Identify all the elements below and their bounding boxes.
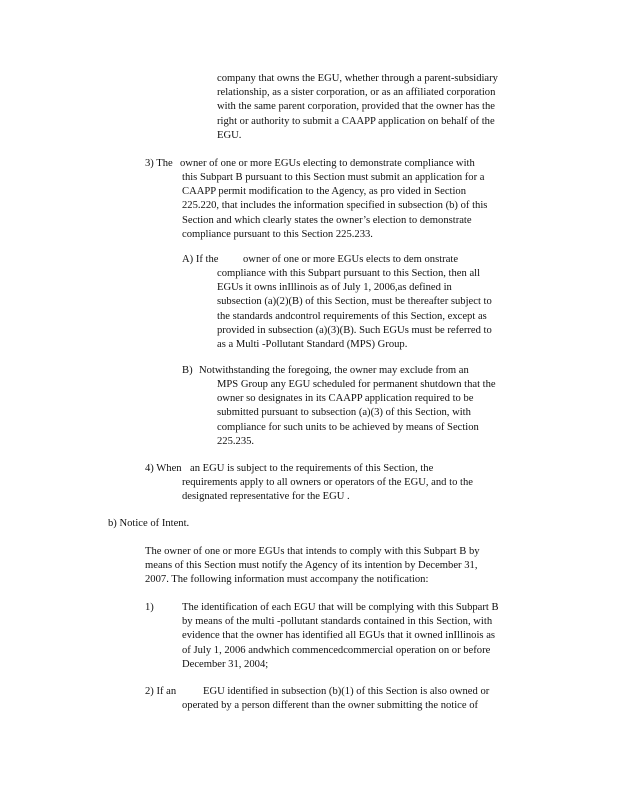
text-line: the standards andcontrol requirements of this Section, except as (217, 310, 487, 322)
continuation-paragraph (217, 72, 537, 143)
section-b-heading: b) Notice of Intent. (108, 518, 190, 529)
text-line: The owner of one or more EGUs that intends to comply with this Subpart B by (145, 546, 480, 557)
text-line: EGUs it owns inIllinois as of July 1, 2006,as defined in (217, 282, 452, 294)
text-line: submitted pursuant to subsection (a)(3) of this Section, with (217, 407, 471, 419)
text-line: provided in subsection (a)(3)(B). Such EGUs must be referred to (217, 324, 492, 336)
text-line: compliance with this Subpart pursuant to this Section, then all (217, 268, 481, 279)
text-line: compliance pursuant to this Section 225.233. (182, 228, 373, 240)
text-line: by means of the multi -pollutant standards contained in this Section, with (182, 616, 493, 628)
text-line: 225.235. (217, 435, 255, 447)
text-line: MPS Group any EGU scheduled for permanent shutdown that the (217, 379, 496, 390)
text-line: subsection (a)(2)(B) of this Section, must be thereafter subject to (217, 296, 492, 308)
notice-paragraph (145, 545, 540, 588)
text-line: Section and which clearly states the owner’s election to demonstrate (182, 214, 472, 226)
text-line: relationship, as a sister corporation, or as an affiliated corporation (217, 87, 496, 99)
text-line: owner so designates in its CAAPP application required to be (217, 393, 474, 405)
text-line: requirements apply to all owners or operators of the EGU, and to the (182, 477, 473, 488)
text-line: an EGU is subject to the requirements of this Section, the (190, 463, 434, 474)
text-line: this Subpart B pursuant to this Section must submit an application for a (182, 172, 485, 183)
text-line: with the same parent corporation, provided that the owner has the (217, 101, 495, 113)
text-line: means of this Section must notify the Agency of its intention by December 31, (145, 560, 478, 572)
text-line: The identification of each EGU that will be complying with this Subpart B (182, 602, 499, 613)
text-line: of July 1, 2006 andwhich commencedcommercial operation on or before (182, 644, 491, 656)
text-line: December 31, 2004; (182, 658, 269, 670)
item-A-label: A) If the (182, 254, 219, 265)
item-4-label: 4) When (145, 463, 182, 474)
text-line: 225.220, that includes the information specified in subsection (b) of this (182, 200, 488, 212)
text-line: CAAPP permit modification to the Agency, as pro vided in Section (182, 186, 467, 198)
text-line: evidence that the owner has identified all EGUs that it owned inIllinois as (182, 630, 496, 642)
text-line: compliance for such units to be achieved by means of Section (217, 421, 479, 433)
text-line: operated by a person different than the owner submitting the notice of (182, 700, 479, 711)
text-line: right or authority to submit a CAAPP application on behalf of the (217, 115, 495, 127)
text-line: Notwithstanding the foregoing, the owner may exclude from an (199, 365, 469, 376)
item-B-label: B) (182, 365, 193, 376)
text-line: EGU. (217, 129, 242, 141)
text-line: owner of one or more EGUs electing to demonstrate compliance with (180, 158, 475, 169)
item-b1-label: 1) (145, 602, 154, 613)
text-line: as a Multi -Pollutant Standard (MPS) Group. (217, 339, 408, 351)
text-line: company that owns the EGU, whether through a parent-subsidiary (217, 73, 498, 84)
item-b2-label: 2) If an (145, 686, 177, 697)
text-line: owner of one or more EGUs elects to dem onstrate (243, 254, 459, 265)
text-line: 2007. The following information must accompany the notification: (145, 574, 429, 586)
text-line: designated representative for the EGU . (182, 491, 350, 503)
item-3-label: 3) The (145, 158, 173, 169)
text-line: EGU identified in subsection (b)(1) of this Section is also owned or (203, 686, 490, 697)
